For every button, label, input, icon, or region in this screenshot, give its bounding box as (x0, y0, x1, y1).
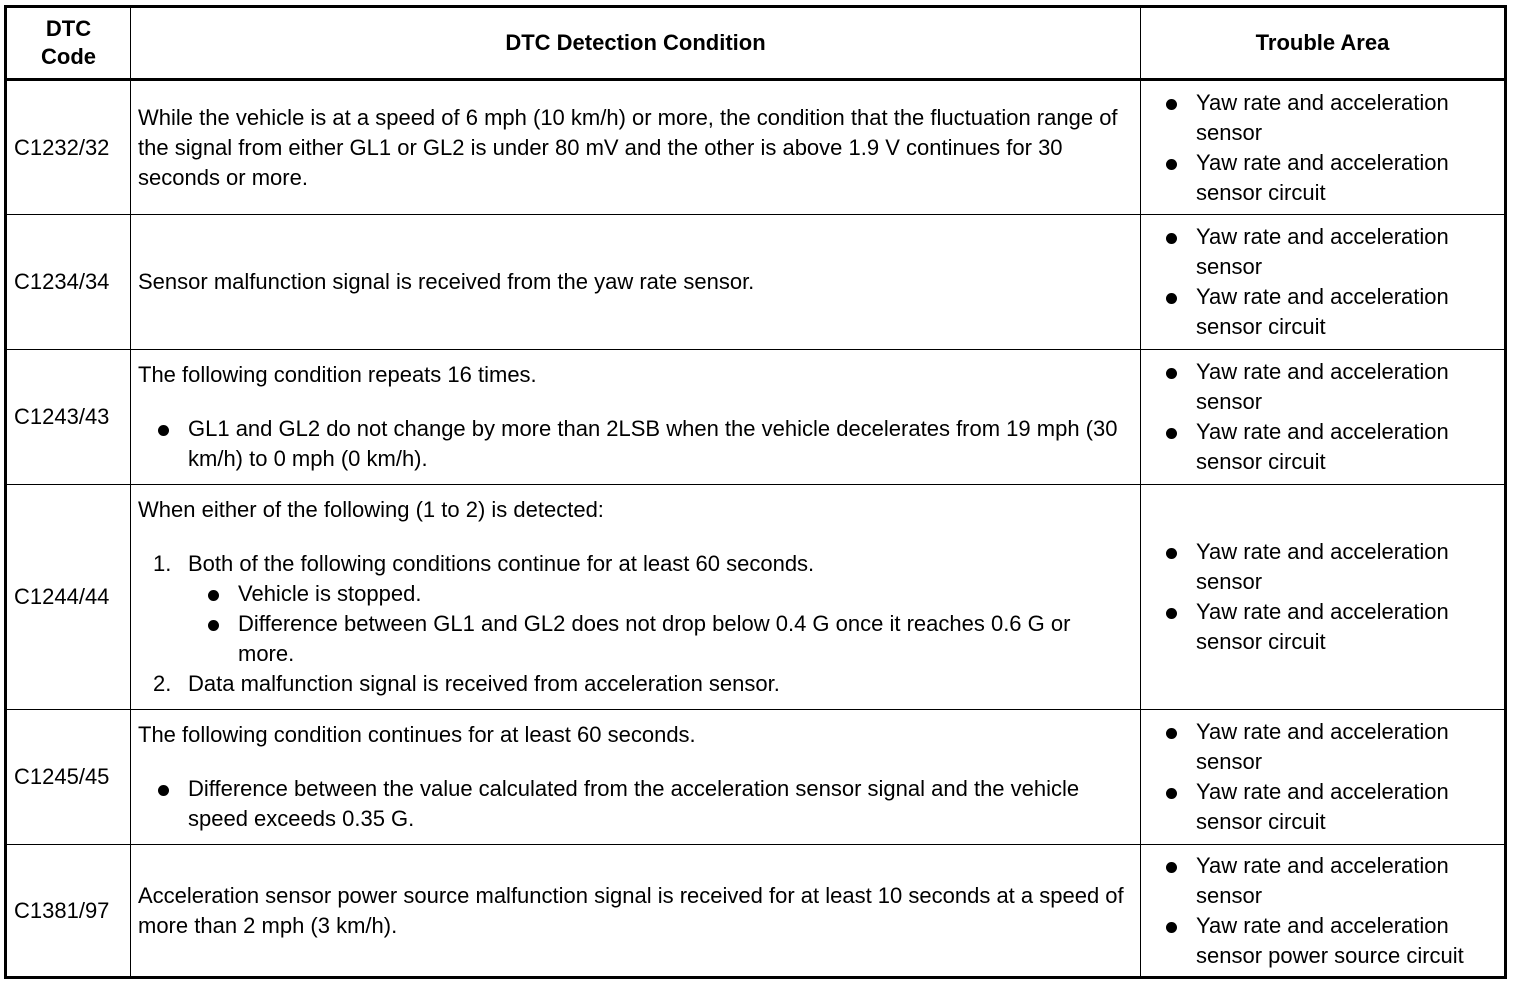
sub-bullet: Vehicle is stopped. (188, 579, 1132, 609)
item-number: 2. (153, 671, 172, 696)
detection-condition (131, 485, 1141, 710)
trouble-area (1141, 215, 1506, 350)
trouble-area (1141, 350, 1506, 485)
condition-intro: When either of the following (1 to 2) is detected: (138, 497, 604, 522)
detection-condition (131, 215, 1141, 350)
header-code-line1: DTC (45, 16, 92, 41)
item-text: Both of the following conditions continue for at least 60 seconds. (188, 551, 815, 576)
trouble-area-item: Yaw rate and acceleration sensor (1161, 717, 1502, 777)
header-row (6, 7, 1506, 80)
table-row (6, 80, 1506, 215)
condition-intro: The following condition repeats 16 times. (138, 362, 537, 387)
trouble-area-item: Yaw rate and acceleration sensor (1161, 537, 1502, 597)
detection-condition (131, 350, 1141, 485)
item-text: Data malfunction signal is received from acceleration sensor. (188, 671, 780, 696)
dtc-code: C1243/43 (6, 350, 131, 485)
trouble-area (1141, 710, 1506, 845)
trouble-area-list (1161, 88, 1502, 208)
condition-bullets (138, 414, 1132, 474)
trouble-area-item: Yaw rate and acceleration sensor (1161, 222, 1502, 282)
condition-bullet: GL1 and GL2 do not change by more than 2LSB when the vehicle decelerates from 19 mph (30 km/h) to 0 mph (0 km/h). (138, 414, 1132, 474)
dtc-code: C1234/34 (6, 215, 131, 350)
table-row (6, 710, 1506, 845)
condition-intro: The following condition continues for at least 60 seconds. (138, 722, 696, 747)
condition-bullet: Difference between the value calculated from the acceleration sensor signal and the vehicle speed exceeds 0.35 G. (138, 774, 1132, 834)
detection-condition (131, 710, 1141, 845)
trouble-area-list (1161, 717, 1502, 837)
trouble-area-list (1161, 537, 1502, 657)
trouble-area-item: Yaw rate and acceleration sensor (1161, 851, 1502, 911)
item-number: 1. (153, 551, 172, 576)
trouble-area-item: Yaw rate and acceleration sensor power source circuit (1161, 911, 1502, 971)
trouble-area-item: Yaw rate and acceleration sensor circuit (1161, 597, 1502, 657)
table-row (6, 215, 1506, 350)
dtc-code: C1381/97 (6, 845, 131, 978)
condition-bullets (138, 774, 1132, 834)
detection-condition (131, 845, 1141, 978)
trouble-area (1141, 845, 1506, 978)
sub-bullets (188, 579, 1132, 669)
trouble-area-list (1161, 222, 1502, 342)
condition-numbered-list (138, 549, 1132, 699)
detection-condition (131, 80, 1141, 215)
table-row (6, 845, 1506, 978)
trouble-area-item: Yaw rate and acceleration sensor circuit (1161, 282, 1502, 342)
trouble-area-item: Yaw rate and acceleration sensor circuit (1161, 148, 1502, 208)
dtc-code: C1245/45 (6, 710, 131, 845)
trouble-area-item: Yaw rate and acceleration sensor circuit (1161, 417, 1502, 477)
trouble-area (1141, 80, 1506, 215)
trouble-area-item: Yaw rate and acceleration sensor (1161, 88, 1502, 148)
trouble-area (1141, 485, 1506, 710)
numbered-item (138, 669, 1132, 699)
trouble-area-item: Yaw rate and acceleration sensor circuit (1161, 777, 1502, 837)
dtc-code: C1244/44 (6, 485, 131, 710)
header-trouble-area: Trouble Area (1141, 7, 1506, 80)
numbered-item (138, 549, 1132, 669)
header-dtc-code (6, 7, 131, 80)
trouble-area-item: Yaw rate and acceleration sensor (1161, 357, 1502, 417)
trouble-area-list (1161, 357, 1502, 477)
header-code-line2: Code (41, 44, 96, 69)
header-detection-condition: DTC Detection Condition (131, 7, 1141, 80)
dtc-table (4, 5, 1507, 979)
condition-text: Sensor malfunction signal is received from the yaw rate sensor. (138, 269, 755, 294)
table-row (6, 485, 1506, 710)
table-row (6, 350, 1506, 485)
condition-text: Acceleration sensor power source malfunction signal is received for at least 10 seconds at a speed of more than 2 mph (3 km/h). (138, 882, 1124, 938)
trouble-area-list (1161, 851, 1502, 971)
sub-bullet: Difference between GL1 and GL2 does not drop below 0.4 G once it reaches 0.6 G or more. (188, 609, 1132, 669)
condition-text: While the vehicle is at a speed of 6 mph (10 km/h) or more, the condition that the fluctuation range of the signal from either GL1 or GL2 is under 80 mV and the other is above 1.9 V continues for 30 seconds or more. (138, 104, 1118, 190)
dtc-code: C1232/32 (6, 80, 131, 215)
